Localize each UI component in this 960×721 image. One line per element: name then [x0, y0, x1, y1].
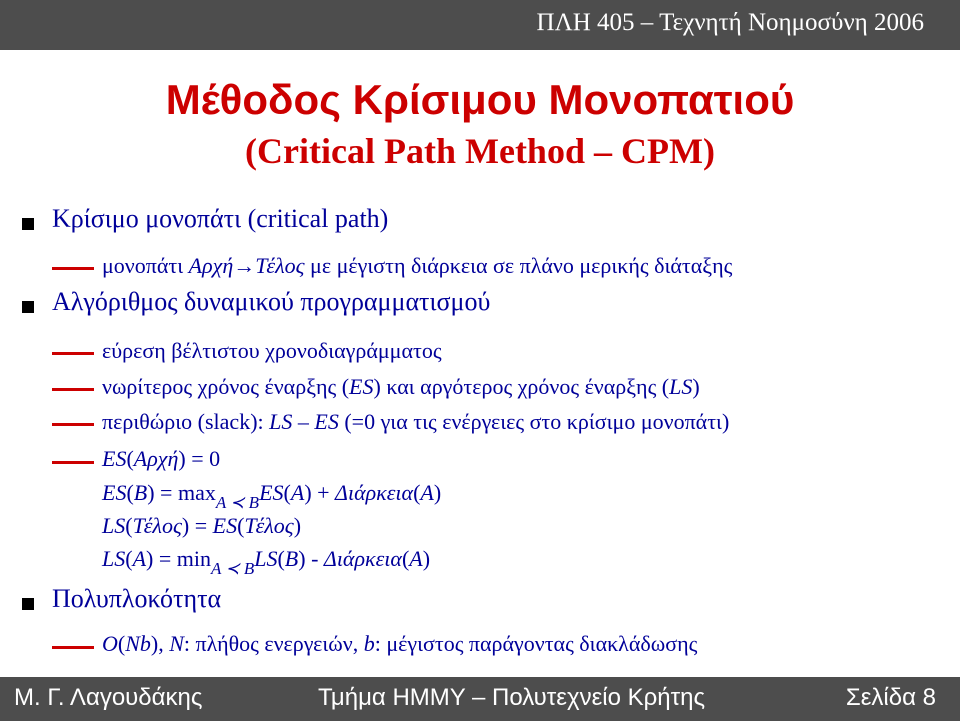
footer-page-number: Σελίδα 8 [845, 684, 936, 711]
bullet-square-icon [22, 301, 34, 313]
sub-bullet-es-ls: νωρίτερος χρόνος έναρξης (ES) και αργότερος χρόνος έναρξης (LS) [102, 374, 700, 399]
formula-ls-a: $LS(A) = \min_{A ≺ B}LS(B) - \Delta\iota ά\rho\kappa\varepsilon\iota\alpha(A)$ [102, 546, 431, 578]
dash-icon [52, 352, 94, 355]
sub-bullet-optimal-schedule: εύρεση βέλτιστου χρονοδιαγράμματος [102, 338, 442, 363]
dash-icon [52, 388, 94, 391]
footer-author: Μ. Γ. Λαγουδάκης [14, 684, 203, 711]
slide-title: Μέθοδος Κρίσιμου Μονοπατιού [165, 76, 795, 123]
sub-bullet-slack: περιθώριο (slack): LS – ES (=0 για τις ενέργειες στο κρίσιμο μονοπάτι) [102, 409, 730, 434]
slide-body [0, 50, 960, 677]
arrow-right-icon: → [233, 253, 256, 278]
footer-department: Τμήμα ΗΜΜΥ – Πολυτεχνείο Κρήτης [318, 684, 706, 711]
header-course-title: ΠΛΗ 405 – Τεχνητή Νοημοσύνη 2006 [536, 9, 924, 36]
formula-es-start: ES(Αρχή) = 0 [102, 446, 221, 471]
bullet-critical-path: Κρίσιμο μονοπάτι (critical path) [52, 204, 389, 233]
dash-icon [52, 423, 94, 426]
dash-icon [52, 461, 94, 464]
footer-bar [0, 677, 960, 721]
sub-bullet-critical-path-def: μονοπάτι Αρχή→Τέλος με μέγιστη διάρκεια σε πλάνο μερικής διάταξης [102, 253, 733, 278]
bullet-square-icon [22, 598, 34, 610]
formula-es-b: $ES(B) = \max_{A ≺ B}ES(A) + \Delta\iota ά\rho\kappa\varepsilon\iota\alpha(A)$ [102, 480, 442, 512]
header-bar [0, 0, 960, 50]
slide-subtitle: (Critical Path Method – CPM) [245, 131, 715, 171]
bullet-dynamic-programming: Αλγόριθμος δυναμικού προγραμματισμού [52, 287, 491, 316]
dash-icon [52, 267, 94, 270]
formula-ls-end: LS(Τέλος) = ES(Τέλος) [102, 513, 302, 538]
bullet-complexity: Πολυπλοκότητα [52, 584, 222, 613]
dash-icon [52, 646, 94, 649]
bullet-square-icon [22, 218, 34, 230]
sub-bullet-complexity-def: O(Nb), N: πλήθος ενεργειών, b: μέγιστος παράγοντας διακλάδωσης [102, 631, 698, 656]
